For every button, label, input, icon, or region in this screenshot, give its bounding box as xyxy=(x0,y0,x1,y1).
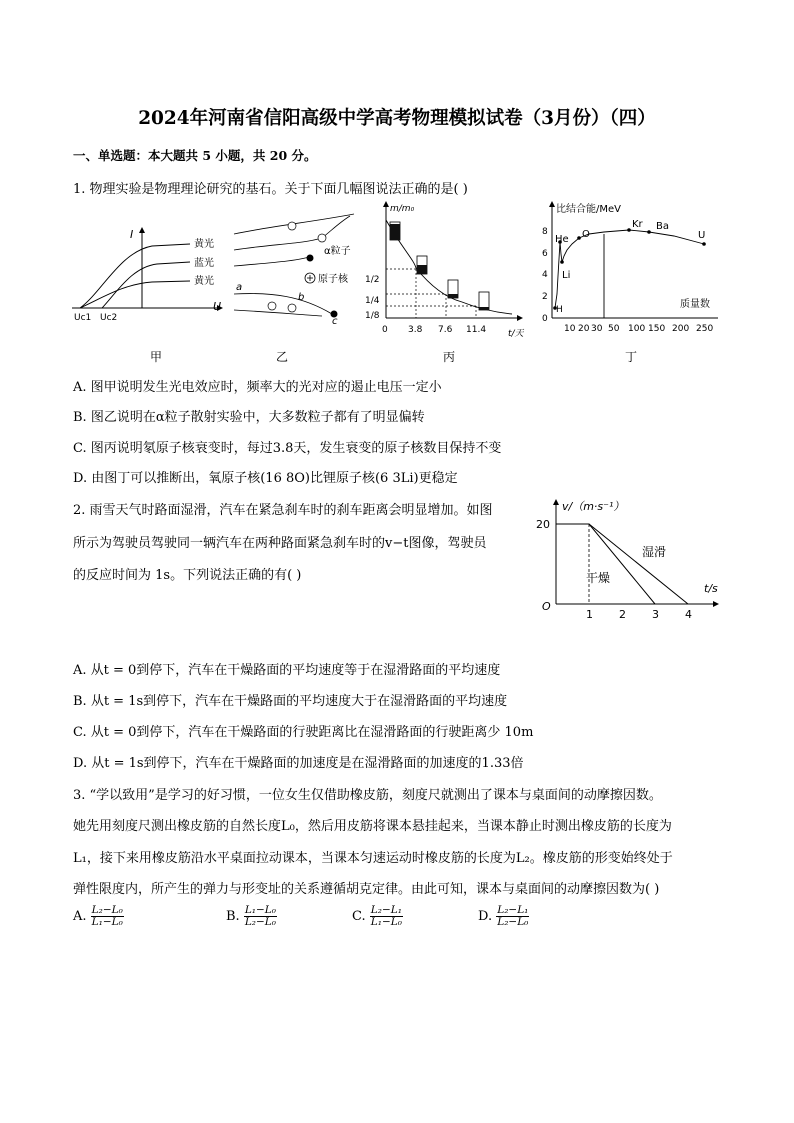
vt-y-label: v/（m·s⁻¹） xyxy=(562,500,625,513)
svg-text:1/2: 1/2 xyxy=(365,275,380,285)
svg-text:1/4: 1/4 xyxy=(365,296,380,306)
q1-stem: 1. 物理实验是物理理论研究的基石。关于下面几幅图说法正确的是( ) xyxy=(73,182,468,197)
svg-text:Kr: Kr xyxy=(632,219,643,230)
figure-ding xyxy=(534,198,726,340)
svg-text:U: U xyxy=(698,230,706,241)
jia-uc2: Uc2 xyxy=(100,313,118,323)
svg-text:0: 0 xyxy=(382,325,388,335)
svg-text:7.6: 7.6 xyxy=(438,325,453,335)
q2-option-a[interactable]: A. 从t = 0到停下，汽车在干燥路面的平均速度等于在湿滑路面的平均速度 xyxy=(73,663,501,678)
svg-text:200: 200 xyxy=(672,324,690,334)
fig-label-yi: 乙 xyxy=(276,350,289,364)
fig-label-jia: 甲 xyxy=(150,350,163,364)
svg-text:4: 4 xyxy=(542,270,548,280)
svg-text:质量数: 质量数 xyxy=(680,299,710,310)
svg-text:30: 30 xyxy=(591,324,603,334)
q1-option-c[interactable]: C. 图丙说明氡原子核衰变时，每过3.8天，发生衰变的原子核数目保持不变 xyxy=(73,441,502,456)
svg-text:6: 6 xyxy=(542,249,548,259)
svg-text:100: 100 xyxy=(628,324,646,334)
alpha-particle-dot xyxy=(307,255,314,262)
svg-text:10: 10 xyxy=(564,324,576,334)
vt-label-dry: 干燥 xyxy=(586,571,611,585)
svg-text:Ba: Ba xyxy=(656,221,669,232)
svg-text:3.8: 3.8 xyxy=(408,325,423,335)
jia-label-yellow1: 黄光 xyxy=(194,239,214,250)
svg-text:Li: Li xyxy=(562,270,571,281)
svg-text:0: 0 xyxy=(542,314,548,324)
vt-origin: O xyxy=(542,600,551,613)
vt-x-label: t/s xyxy=(704,582,718,595)
jia-label-yellow2: 黄光 xyxy=(194,276,214,287)
svg-text:8: 8 xyxy=(542,227,548,237)
q2-option-b[interactable]: B. 从t = 1s到停下，汽车在干燥路面的平均速度大于在湿滑路面的平均速度 xyxy=(73,694,508,709)
svg-text:11.4: 11.4 xyxy=(466,325,487,335)
vt-x-tick-4: 4 xyxy=(685,608,692,621)
figure-bing xyxy=(362,198,532,340)
jia-uc1: Uc1 xyxy=(74,313,92,323)
q2-stem-line2: 所示为驾驶员驾驶同一辆汽车在两种路面紧急刹车时的v−t图像，驾驶员 xyxy=(73,536,487,551)
svg-text:150: 150 xyxy=(648,324,666,334)
q1-option-b[interactable]: B. 图乙说明在α粒子散射实验中，大多数粒子都有了明显偏转 xyxy=(73,410,425,425)
svg-text:250: 250 xyxy=(696,324,714,334)
q1-option-d[interactable]: D. 由图丁可以推断出，氧原子核(16 8O)比锂原子核(6 3Li)更稳定 xyxy=(73,471,458,486)
vt-x-tick-3: 3 xyxy=(652,608,659,621)
q3-option-c[interactable]: C. $\frac{\text{L₂−L₁}}{\text{L₁−L₀}}$ xyxy=(352,904,402,928)
yi-alpha-label: α粒子 xyxy=(324,246,351,257)
fig-label-ding: 丁 xyxy=(625,350,638,364)
vt-x-tick-1: 1 xyxy=(586,608,593,621)
svg-text:c: c xyxy=(332,316,338,327)
fig-label-bing: 丙 xyxy=(443,350,456,364)
q3-stem-line2: 她先用刻度尺测出橡皮筋的自然长度L₀，然后用皮筋将课本悬挂起来，当课本静止时测出橡皮筋的长度为 xyxy=(73,819,672,834)
q2-stem-line3: 的反应时间为 1s。下列说法正确的有( ) xyxy=(73,568,302,583)
vt-series-line-0 xyxy=(556,524,655,604)
vt-x-tick-2: 2 xyxy=(619,608,626,621)
svg-text:He: He xyxy=(555,234,569,245)
svg-text:20: 20 xyxy=(578,324,590,334)
figure-jia xyxy=(72,222,232,326)
q3-option-d[interactable]: D. $\frac{\text{L₂−L₁}}{\text{L₂−L₀}}$ xyxy=(478,904,529,928)
svg-text:1/8: 1/8 xyxy=(365,311,380,321)
svg-text:m/m₀: m/m₀ xyxy=(390,204,415,214)
svg-text:b: b xyxy=(298,292,305,303)
q2-option-c[interactable]: C. 从t = 0到停下，汽车在干燥路面的行驶距离比在湿滑路面的行驶距离少 10m xyxy=(73,725,534,740)
figure-yi xyxy=(232,204,362,328)
q2-vt-chart xyxy=(536,494,726,622)
q1-option-a[interactable]: A. 图甲说明发生光电效应时，频率大的光对应的遏止电压一定小 xyxy=(73,380,442,395)
q2-option-d[interactable]: D. 从t = 1s到停下，汽车在干燥路面的加速度是在湿滑路面的加速度的1.33倍 xyxy=(73,756,524,771)
svg-text:比结合能/MeV: 比结合能/MeV xyxy=(556,204,621,215)
svg-text:50: 50 xyxy=(608,324,620,334)
q3-stem-line3: L₁，接下来用橡皮筋沿水平桌面拉动课本，当课本匀速运动时橡皮筋的长度为L₂。橡皮筋的形变始终处于 xyxy=(73,851,673,866)
section-heading: 一、单选题：本大题共 5 小题，共 20 分。 xyxy=(73,148,317,163)
svg-text:H: H xyxy=(556,305,563,315)
svg-text:a: a xyxy=(236,282,243,293)
vt-label-wet: 湿滑 xyxy=(642,545,667,559)
q2-stem-line1: 2. 雨雪天气时路面湿滑，汽车在紧急刹车时的刹车距离会明显增加。如图 xyxy=(73,503,493,518)
svg-text:O: O xyxy=(582,229,590,240)
q3-stem-line4: 弹性限度内，所产生的弹力与形变址的关系遵循胡克定律。由此可知，课本与桌面间的动摩擦因数为( ) xyxy=(73,882,660,897)
jia-curve-yellow-low xyxy=(80,281,190,308)
page-title: 2024年河南省信阳高级中学高考物理模拟试卷（3月份）（四） xyxy=(138,108,656,129)
jia-label-blue: 蓝光 xyxy=(194,258,214,269)
svg-text:t/天: t/天 xyxy=(508,329,524,339)
q3-option-b[interactable]: B. $\frac{\text{L₁−L₀}}{\text{L₂−L₀}}$ xyxy=(226,904,276,928)
jia-x-label: U xyxy=(213,300,222,313)
jia-curve-yellow-high xyxy=(80,244,190,308)
q3-option-a[interactable]: A. $\frac{\text{L₂−L₀}}{\text{L₁−L₀}}$ xyxy=(73,904,123,928)
q3-stem-line1: 3. “学以致用”是学习的好习惯，一位女生仅借助橡皮筋，刻度尺就测出了课本与桌面间的动摩擦因数。 xyxy=(73,788,662,803)
jia-curve-blue xyxy=(102,262,190,308)
vt-y-tick-20: 20 xyxy=(536,518,550,531)
jia-y-label: I xyxy=(130,228,134,241)
svg-text:2: 2 xyxy=(542,292,548,302)
yi-nucleus-label: 原子核 xyxy=(318,274,348,285)
